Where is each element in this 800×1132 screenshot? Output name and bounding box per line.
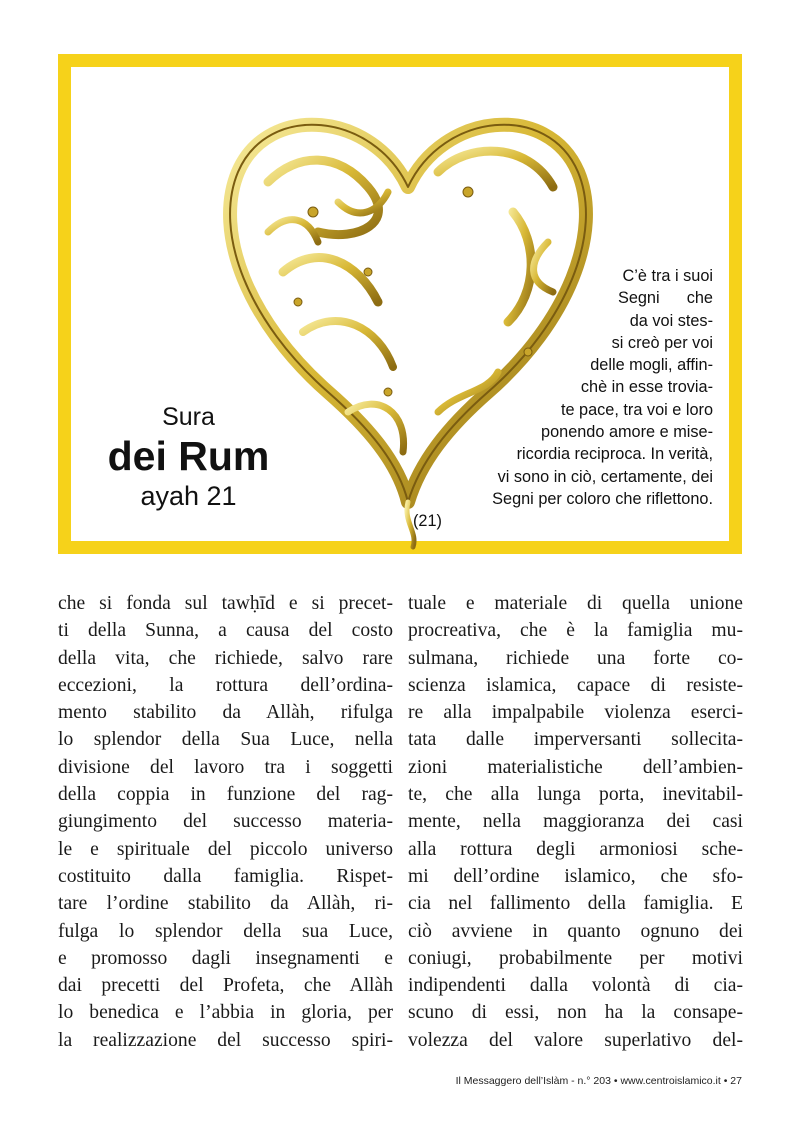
text-line: della vita, che richiede, salvo rare bbox=[58, 647, 393, 669]
text-line: e promosso dagli insegnamenti e bbox=[58, 947, 393, 969]
sura-label: Sura bbox=[162, 403, 215, 431]
translation-line: Segni che bbox=[617, 289, 713, 308]
translation-line: (21) bbox=[413, 512, 442, 531]
text-line: mi dell’ordine islamico, che sfo- bbox=[408, 865, 743, 887]
text-line: coniugi, probabilmente per motivi bbox=[408, 947, 743, 969]
text-line: sulmana, richiede una forte co- bbox=[408, 647, 743, 669]
translation-line: si creò per voi bbox=[611, 333, 713, 352]
text-line: la realizzazione del successo spiri- bbox=[58, 1029, 393, 1051]
translation-line: ricordia reciproca. In verità, bbox=[516, 445, 713, 464]
translation-line: te pace, tra voi e loro bbox=[560, 400, 713, 419]
text-line: fulga lo splendor della sua Luce, bbox=[58, 920, 393, 942]
text-line: della coppia in funzione del rag- bbox=[58, 784, 393, 806]
text-line: cia nel fallimento della famiglia. E bbox=[408, 893, 743, 915]
text-line: tata dalle imperversanti sollecita- bbox=[408, 729, 743, 751]
text-line: divisione del lavoro tra i soggetti bbox=[58, 756, 393, 778]
translation-line: delle mogli, affin- bbox=[590, 356, 713, 375]
translation-line: vi sono in ciò, certamente, dei bbox=[497, 467, 713, 486]
text-line: eccezioni, la rottura dell’ordina- bbox=[58, 674, 393, 696]
translation-line: Segni per coloro che riflettono. bbox=[492, 489, 713, 508]
translation-line: C’è tra i suoi bbox=[622, 267, 713, 285]
text-line: lo benedica e l’abbia in gloria, per bbox=[58, 1002, 393, 1024]
text-line: alla rottura degli armoniosi sche- bbox=[408, 838, 743, 860]
text-line: costituito dalla famiglia. Rispet- bbox=[58, 865, 393, 887]
verse-translation bbox=[413, 265, 713, 533]
translation-line: chè in esse trovia- bbox=[580, 378, 713, 397]
text-line: giungimento del successo materia- bbox=[58, 811, 393, 833]
text-line: volezza del valore superlativo del- bbox=[408, 1029, 743, 1051]
text-line: lo splendor della Sua Luce, nella bbox=[58, 729, 393, 751]
text-line: mento stabilito da Allàh, rifulga bbox=[58, 702, 393, 724]
sura-name: dei Rum bbox=[107, 433, 270, 479]
text-line: tuale e materiale di quella unione bbox=[408, 593, 743, 614]
text-line: ti della Sunna, a causa del costo bbox=[58, 620, 393, 642]
text-line: le e spirituale del piccolo universo bbox=[58, 838, 393, 860]
left-column bbox=[58, 590, 393, 1054]
text-line: re alla impalpabile violenza eserci- bbox=[408, 702, 743, 724]
translation-line: da voi stes- bbox=[629, 311, 713, 330]
ayah-label: ayah 21 bbox=[140, 481, 237, 511]
text-line: procreativa, che è la famiglia mu- bbox=[408, 620, 743, 642]
text-line: te, che alla lunga porta, inevitabil- bbox=[408, 784, 743, 806]
banner-frame bbox=[58, 54, 742, 554]
translation-line: ponendo amore e mise- bbox=[541, 423, 713, 442]
text-line: ciò avviene in quanto ognuno dei bbox=[408, 920, 743, 942]
text-line: indipendenti dalla volontà di cia- bbox=[408, 975, 743, 997]
text-line: che si fonda sul tawḥīd e si precet- bbox=[58, 593, 393, 614]
text-line: scuno di essi, non ha la consape- bbox=[408, 1002, 743, 1024]
text-line: mente, nella maggioranza dei casi bbox=[408, 811, 743, 833]
text-line: tare l’ordine stabilito da Allàh, ri- bbox=[58, 893, 393, 915]
page-footer: Il Messaggero dell’Islàm - n.° 203 • www.centroislamico.it • 27 bbox=[455, 1075, 742, 1087]
text-line: zioni materialistiche dell’ambien- bbox=[408, 756, 743, 778]
text-line: scienza islamica, capace di resiste- bbox=[408, 674, 743, 696]
sura-title-block bbox=[101, 402, 276, 512]
right-column bbox=[408, 590, 743, 1054]
text-line: dai precetti del Profeta, che Allàh bbox=[58, 975, 393, 997]
